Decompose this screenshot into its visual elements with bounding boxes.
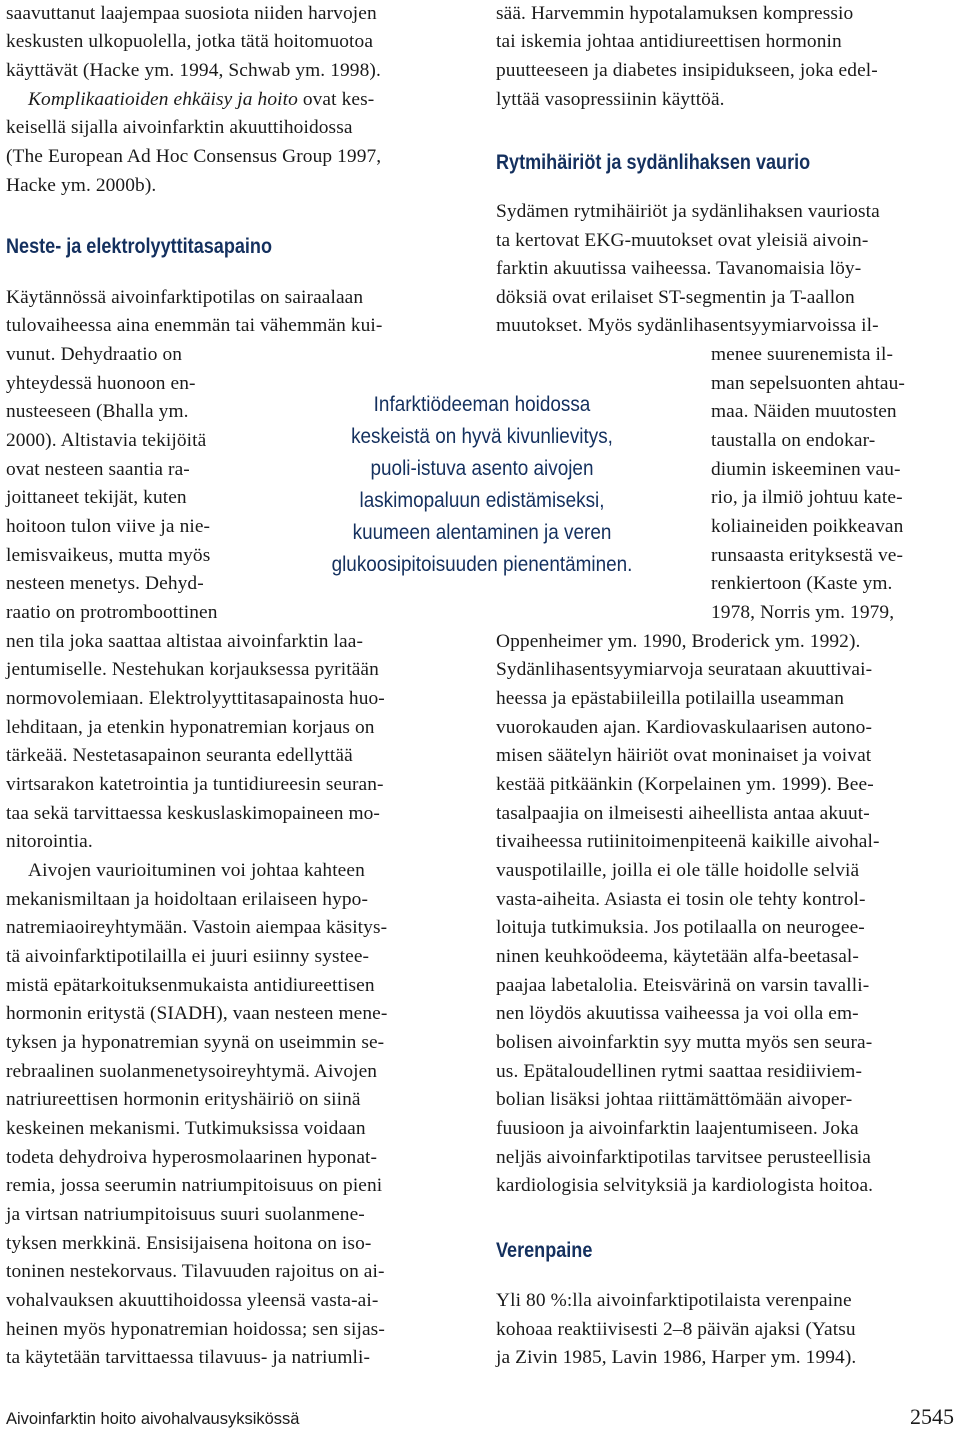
pull-quote-line: laskimopaluun edistämiseksi, — [359, 488, 605, 512]
text-line: Yli 80 %:lla aivoinfarktipotilaista verenpaine — [496, 1290, 852, 1311]
text-line: kohoaa reaktiivisesti 2–8 päivän ajaksi (Yatsu — [496, 1319, 856, 1340]
text-line: Sydänlihasentsyymiarvoja seurataan akuuttivai- — [496, 659, 873, 680]
text-line: tulovaiheessa aina enemmän tai vähemmän kui- — [6, 315, 383, 336]
text-line: joittaneet tekijät, kuten — [6, 487, 187, 508]
text-line: tä aivoinfarktipotilailla ei juuri esiinny systee- — [6, 946, 370, 967]
text-line: maa. Näiden muutosten — [711, 401, 897, 422]
text-line: diumin iskeeminen vau- — [711, 459, 901, 480]
text-line: nesteen menetys. Dehyd- — [6, 573, 204, 594]
text-line: puutteeseen ja diabetes insipidukseen, joka edel- — [496, 60, 878, 81]
text-line: natremiaoireyhtymään. Vastoin aiempaa käsitys- — [6, 917, 388, 938]
text-line: 2000). Altistavia tekijöitä — [6, 430, 207, 451]
pull-quote — [290, 384, 674, 606]
text-line: sää. Harvemmin hypotalamuksen kompressio — [496, 3, 854, 24]
text-line: lyttää vasopressiinin käyttöä. — [496, 89, 725, 110]
text-line: heinen myös hyponatremian hoidossa; sen sijas- — [6, 1319, 385, 1340]
text-line: jentumiselle. Nestehukan korjauksessa pyritään — [6, 659, 379, 680]
text-line: menee suurenemista il- — [711, 344, 894, 365]
pull-quote-line: puoli-istuva asento aivojen — [370, 456, 594, 480]
text-line: rebraalinen suolanmenetysoireyhtymä. Aivojen — [6, 1061, 378, 1082]
text-line: us. Epätaloudellinen rytmi saattaa residiiviem- — [496, 1061, 863, 1082]
section-heading-verenpaine: Verenpaine — [496, 1239, 593, 1262]
text-line: taustalla on endokar- — [711, 430, 876, 451]
text-line: vohalvauksen akuuttihoidossa yleensä vasta-ai- — [6, 1290, 379, 1311]
text-line: hoitoon tulon viive ja nie- — [6, 516, 211, 537]
text-line: taa sekä tarvittaessa keskuslaskimopaineen mo- — [6, 803, 380, 824]
text-line: nusteeseen (Bhalla ym. — [6, 401, 189, 422]
text-line: ninen keuhkoödeema, käytetään alfa-beetasal- — [496, 946, 859, 967]
text-line: remia, jossa seerumin natriumpitoisuus on pieni — [6, 1175, 383, 1196]
section-heading-rytmi: Rytmihäiriöt ja sydänlihaksen vaurio — [496, 151, 811, 174]
text-line: mistä epätarkoituksenmukaista antidiureettisen — [6, 975, 375, 996]
text-line: fuusioon ja aivoinfarktin laajentumiseen. Joka — [496, 1118, 859, 1139]
text-line: Aivojen vaurioituminen voi johtaa kahteen — [28, 860, 365, 881]
text-line: ta käytetään tarvittaessa tilavuus- ja natriumli- — [6, 1347, 371, 1368]
text-line: todeta dehydroiva hyperosmolaarinen hyponat- — [6, 1147, 378, 1168]
text-line: ta kertovat EKG-muutokset ovat yleisiä aivoin- — [496, 230, 869, 251]
text-line: nen tila joka saattaa altistaa aivoinfarktin laa- — [6, 631, 364, 652]
text-line: keskeinen mekanismi. Tutkimuksissa voidaan — [6, 1118, 366, 1139]
text-line: muutokset. Myös sydänlihasentsyymiarvoissa il- — [496, 315, 879, 336]
text-line: mekanismiltaan ja hoidoltaan erilaiseen hypo- — [6, 889, 369, 910]
text-line: renkiertoon (Kaste ym. — [711, 573, 893, 594]
text-line: bolian lisäksi johtaa riittämättömään aivoper- — [496, 1089, 853, 1110]
text-line: Käytännössä aivoinfarktipotilas on sairaalaan — [6, 287, 364, 308]
pull-quote-line: keskeistä on hyvä kivunlievitys, — [351, 424, 613, 448]
text-line: bolisen aivoinfarktin syy mutta myös sen seura- — [496, 1032, 873, 1053]
text-line: käyttävät (Hacke ym. 1994, Schwab ym. 1998). — [6, 60, 381, 81]
text-line: man sepelsuonten ahtau- — [711, 373, 905, 394]
italic-lead: Komplikaatioiden ehkäisy ja hoito — [28, 89, 298, 110]
text-line: paajaa labetalolia. Eteisvärinä on varsin tavalli- — [496, 975, 870, 996]
text-line: natriureettisen hormonin erityshäiriö on siinä — [6, 1089, 361, 1110]
text-line: tyksen merkkinä. Ensisijaisena hoitona on iso- — [6, 1233, 372, 1254]
text-line: vunut. Dehydraatio on — [6, 344, 183, 365]
text-line: hormonin eritystä (SIADH), vaan nesteen mene- — [6, 1003, 388, 1024]
text-line: nen löydös akuutissa vaiheessa ja voi olla em- — [496, 1003, 859, 1024]
text-line: ja virtsan natriumpitoisuus suuri suolanmene- — [6, 1204, 365, 1225]
text-line: vasta-aiheita. Asiasta ei tosin ole tehty kontrol- — [496, 889, 866, 910]
pull-quote-line: kuumeen alentaminen ja veren — [352, 520, 612, 544]
text-line: Sydämen rytmihäiriöt ja sydänlihaksen vauriosta — [496, 201, 880, 222]
text-line: (The European Ad Hoc Consensus Group 1997, — [6, 146, 382, 167]
text-line: vuorokauden ajan. Kardiovaskulaarisen autono- — [496, 717, 873, 738]
text-line: virtsarakon katetrointia ja tuntidiureesin seuran- — [6, 774, 384, 795]
text-line: tivaiheessa rutiinitoimenpiteenä kaikille aivohal- — [496, 831, 880, 852]
text-line: koliaineiden poikkeavan — [711, 516, 904, 537]
text-line: tasalpaajia on ilmeisesti aiheellista antaa akuut- — [496, 803, 870, 824]
text-line: 1978, Norris ym. 1979, — [711, 602, 895, 623]
text-line: rio, ja ilmiö johtuu kate- — [711, 487, 903, 508]
text-line: tai iskemia johtaa antidiureettisen hormonin — [496, 31, 842, 52]
text-line: ovat nesteen saantia ra- — [6, 459, 190, 480]
text-line: lemisvaikeus, mutta myös — [6, 545, 211, 566]
text-line: heessa ja epästabiileilla potilailla useamman — [496, 688, 845, 709]
pull-quote-line: glukoosipitoisuuden pienentäminen. — [331, 552, 633, 576]
text-line: kardiologisia selvityksiä ja kardiologista hoitoa. — [496, 1175, 874, 1196]
pull-quote-line: Infarktiödeeman hoidossa — [373, 392, 591, 416]
text-line: misen säätelyn häiriöt ovat moninaiset ja voivat — [496, 745, 872, 766]
text-line: loituja tutkimuksia. Jos potilaalla on neurogee- — [496, 917, 865, 938]
text-line: runsaasta erityksestä ve- — [711, 545, 904, 566]
text-line: saavuttanut laajempaa suosiota niiden harvojen — [6, 3, 377, 24]
text-line: farktin akuutissa vaiheessa. Tavanomaisia löy- — [496, 258, 862, 279]
text-line: Oppenheimer ym. 1990, Broderick ym. 1992). — [496, 631, 861, 652]
text-line: kestää pitkäänkin (Korpelainen ym. 1999). Bee- — [496, 774, 874, 795]
text-line: tärkeää. Nestetasapainon seuranta edellyttää — [6, 745, 353, 766]
text-line — [28, 86, 374, 115]
text-line: keskusten ulkopuolella, jotka tätä hoitomuotoa — [6, 31, 374, 52]
text-line: vauspotilaille, joilla ei ole tälle hoidolle selviä — [496, 860, 860, 881]
text-line: toninen nestekorvaus. Tilavuuden rajoitus on ai- — [6, 1261, 385, 1282]
text-line: keisellä sijalla aivoinfarktin akuuttihoidossa — [6, 117, 353, 138]
text-line: normovolemiaan. Elektrolyyttitasapainosta huo- — [6, 688, 385, 709]
text-fragment: ovat kes- — [297, 89, 375, 110]
text-line: yhteydessä huonoon en- — [6, 373, 196, 394]
text-line: döksiä ovat erilaiset ST-segmentin ja T-aallon — [496, 287, 855, 308]
text-line: neljäs aivoinfarktipotilas tarvitsee perusteellisia — [496, 1147, 872, 1168]
text-line: ja Zivin 1985, Lavin 1986, Harper ym. 1994). — [496, 1347, 857, 1368]
section-heading-neste: Neste- ja elektrolyyttitasapaino — [6, 235, 272, 258]
text-line: raatio on protromboottinen — [6, 602, 218, 623]
text-line: Hacke ym. 2000b). — [6, 175, 157, 196]
page-number: 2545 — [910, 1404, 954, 1429]
running-footer-title: Aivoinfarktin hoito aivohalvausyksikössä — [6, 1410, 300, 1428]
text-line: nitorointia. — [6, 831, 93, 852]
text-line: tyksen ja hyponatremian syynä on useimmin se- — [6, 1032, 385, 1053]
text-line: lehditaan, ja etenkin hyponatremian korjaus on — [6, 717, 375, 738]
